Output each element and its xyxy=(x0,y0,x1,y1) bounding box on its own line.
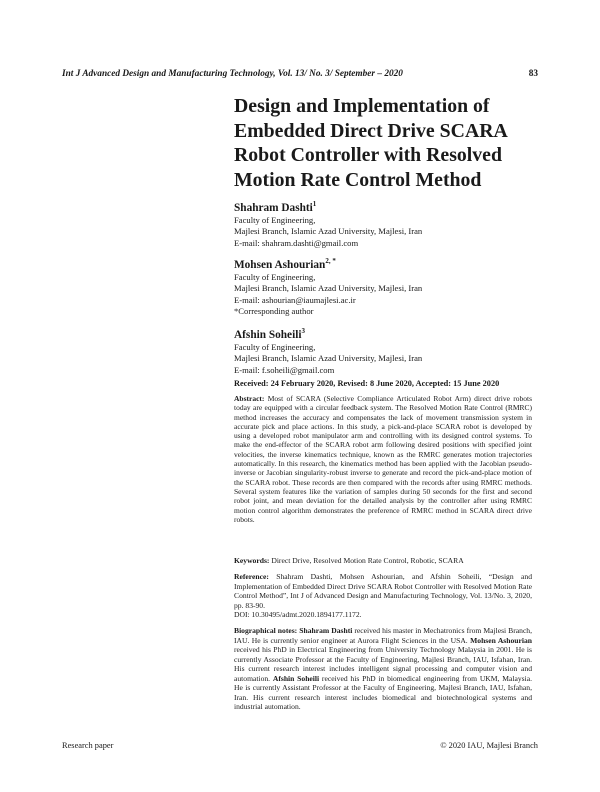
title-line: Embedded Direct Drive SCARA xyxy=(234,119,508,142)
journal-citation: Int J Advanced Design and Manufacturing Technology, Vol. 13/ No. 3/ September – 2020 xyxy=(62,69,403,79)
received-dates: Received: 24 February 2020, Revised: 8 June 2020, Accepted: 15 June 2020 xyxy=(234,379,500,388)
paper-type: Research paper xyxy=(62,741,114,750)
reference xyxy=(234,572,532,620)
title-line: Robot Controller with Resolved xyxy=(234,144,502,166)
abstract xyxy=(234,394,532,524)
reference-text: Shahram Dashti, Mohsen Ashourian, and Afshin Soheili, “Design and Implementation of Embedded Direct Drive SCARA Robot Controller with Resolved Motion Rate Control Method”, Int J of Advanced Design and Manufacturing Technology, Vol. 13/No. 3, 2020, pp. 83-90. xyxy=(234,572,532,610)
keywords-label: Keywords: xyxy=(234,556,270,565)
author-block-3 xyxy=(234,324,532,376)
author-name: Afshin Soheili$^3$ xyxy=(234,327,305,341)
author-email: E-mail: f.soheili@gmail.com xyxy=(234,364,335,375)
title-line: Motion Rate Control Method xyxy=(234,168,482,191)
abstract-text: Most of SCARA (Selective Compliance Articulated Robot Arm) direct drive robots today are equipped with a circular feedback system. The Resolved Motion Rate Control (RMRC) method increases the accuracy and compensates the lack of movement transmission system in accurate pick and place actions. In this study, a pick-and-place SCARA robot is developed by using a developed robot manipulator arm and controlling with its designed control systems. To make the end-effector of the SCARA robot arm following desired positions with specified joint velocities, the inverse kinematics technique, known as the RMRC generates motion trajectories automatically. In this research, the kinematics method has been applied with the Jacobian pseudo-inverse or Jacobian singularity-robust inverse to generate and record the pick-and-place motion of the SCARA robot. These records are then compared with the records after using RMRC methods. Several system features like the variation of samples during 50 seconds for the first and second robot joint, and mean deviation for the detailed analysis by the controller after using RMRC motion control algorithm demonstrates the preference of RMRC method in SCARA direct drive robots. xyxy=(234,394,532,524)
keywords-text: Direct Drive, Resolved Motion Rate Control, Robotic, SCARA xyxy=(269,556,464,565)
author-affiliation: Faculty of Engineering, Majlesi Branch, Islamic Azad University, Majlesi, Iran E-mail: f.soheili@gmail.com xyxy=(234,342,532,377)
copyright: © 2020 IAU, Majlesi Branch xyxy=(440,741,538,750)
reference-doi: DOI: 10.30495/admt.2020.1894177.1172. xyxy=(234,610,362,619)
keywords xyxy=(234,556,532,566)
author-block-2 xyxy=(234,254,532,318)
abstract-label: Abstract: xyxy=(234,394,265,403)
author-affiliation: Faculty of Engineering, Majlesi Branch, Islamic Azad University, Majlesi, Iran E-mail: ashourian@iaumajlesi.ac.ir *Corresponding author xyxy=(234,272,532,318)
running-header xyxy=(62,69,538,83)
author-block-1 xyxy=(234,197,532,249)
title-line: Design and Implementation of xyxy=(234,95,490,117)
paper-title xyxy=(234,94,532,192)
author-name: Shahram Dashti$^1$ xyxy=(234,200,317,214)
corresponding-note: *Corresponding author xyxy=(234,306,314,317)
page-number: 83 xyxy=(528,69,538,79)
bio-label: Biographical notes: xyxy=(234,626,298,635)
author-email: E-mail: shahram.dashti@gmail.com xyxy=(234,237,359,248)
author-affiliation: Faculty of Engineering, Majlesi Branch, Islamic Azad University, Majlesi, Iran E-mail: shahram.dashti@gmail.com xyxy=(234,215,532,250)
author-name: Mohsen Ashourian$^{2, *}$ xyxy=(234,257,336,271)
biographical-notes: Biographical notes: Shahram Dashti received his master in Mechatronics from Majlesi Branch, IAU. He is currently senior engineer at Aurora Flight Sciences in the USA. Mohsen Ashourian received his PhD in Electrical Engineering from University Technology Malaysia in 2001. He is currently Associate Professor at the Faculty of Engineering, Majlesi Branch, IAU, Isfahan, Iran. His current research interest includes intelligent signal processing and computer vision and automation. Afshin Soheili received his PhD in biomedical engineering from UKM, Malaysia. He is currently Assistant Professor at the Faculty of Engineering, Majlesi Branch, IAU, Isfahan, Iran. His current research interest includes biomedical and biotechnological systems and industrial automation. xyxy=(234,626,533,711)
author-email: E-mail: ashourian@iaumajlesi.ac.ir xyxy=(234,294,356,305)
reference-label: Reference: xyxy=(234,572,269,581)
